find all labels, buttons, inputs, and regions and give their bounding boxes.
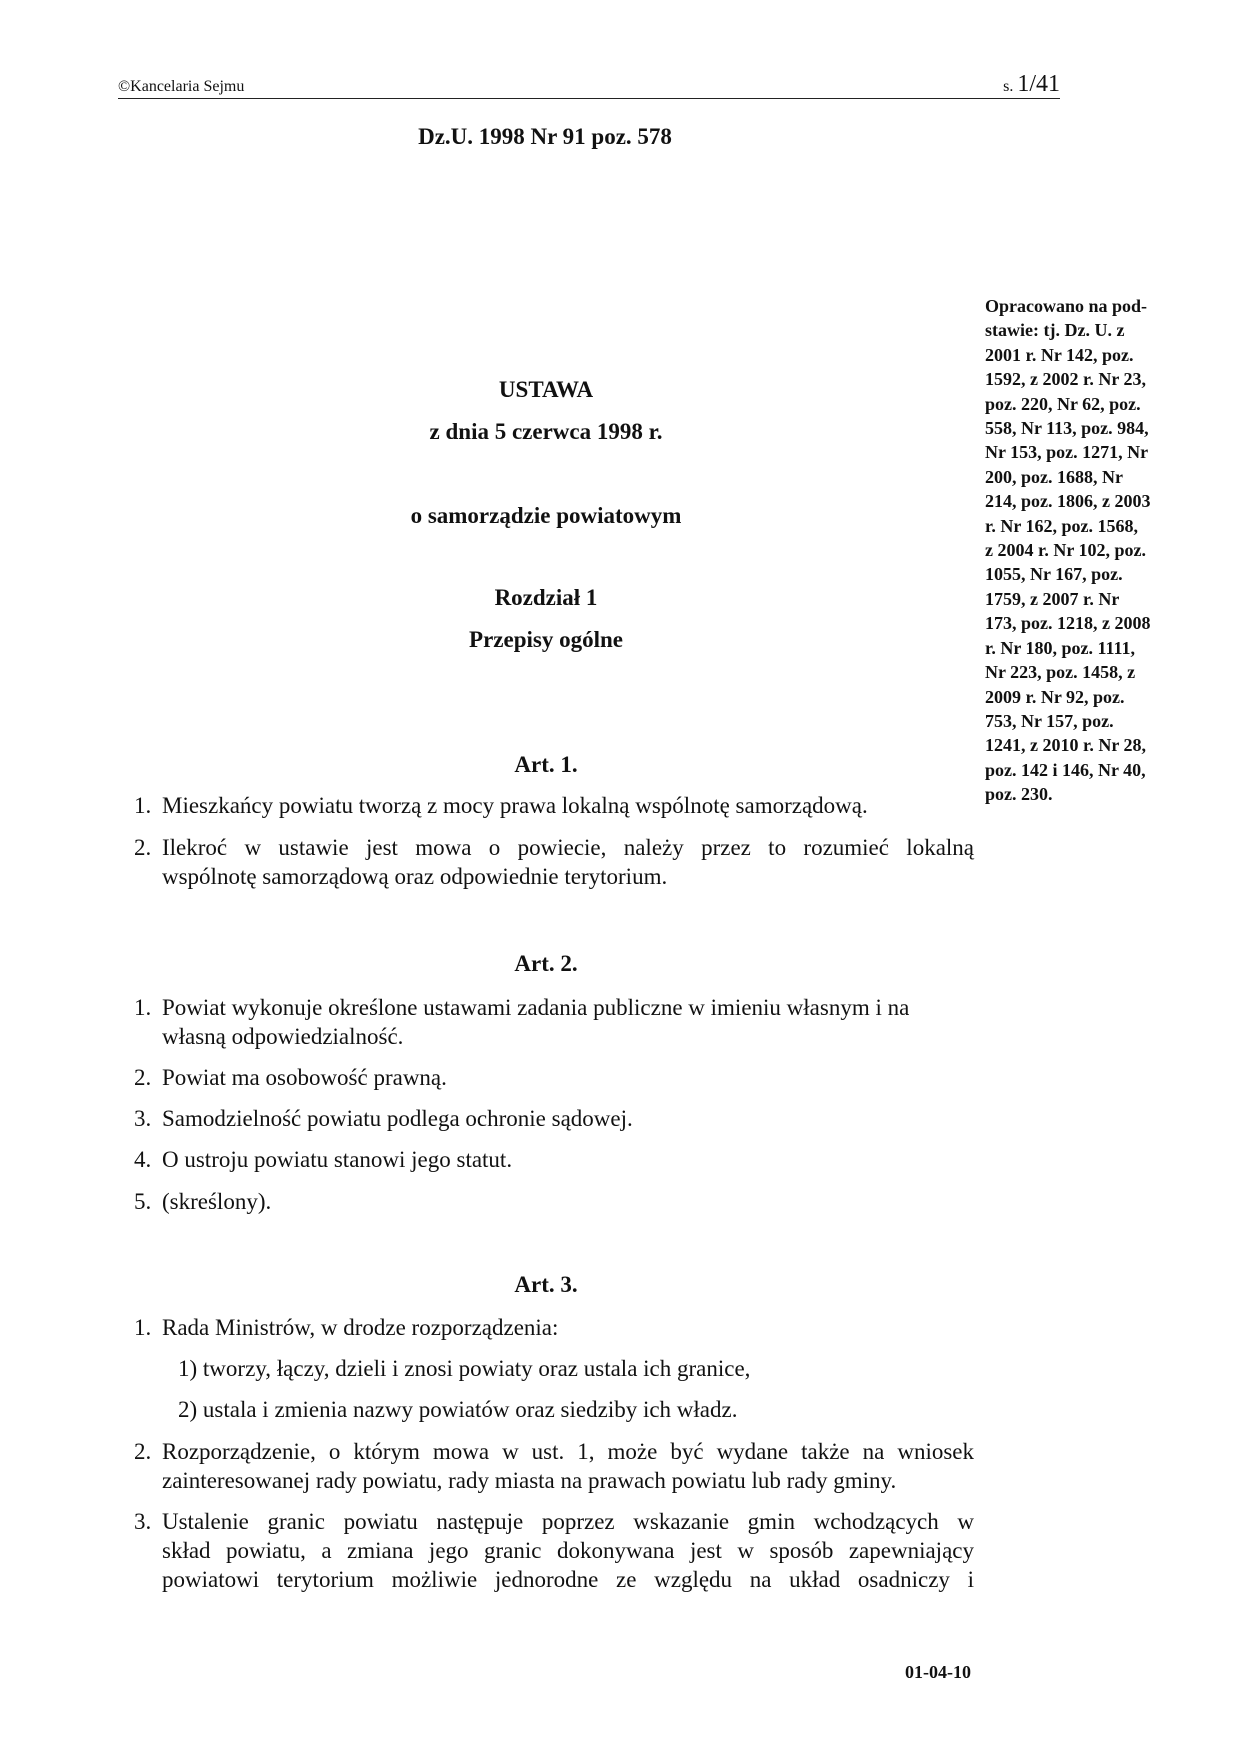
page-count: 1/41 <box>1017 71 1060 97</box>
paragraph-text: zainteresowanej rady powiatu, rady miasta na prawach powiatu lub rady gminy. <box>162 1468 897 1493</box>
paragraph-text: Rada Ministrów, w drodze rozporządzenia: <box>162 1315 559 1340</box>
chapter-title: Przepisy ogólne <box>469 627 623 652</box>
paragraph-text: Mieszkańcy powiatu tworzą z mocy prawa lokalną wspólnotę samorządową. <box>162 793 868 818</box>
paragraph <box>134 1313 974 1342</box>
paragraph-text: powiatowi terytorium możliwie jednorodne ze względu na układ osadniczy i <box>162 1567 974 1592</box>
paragraph-text: własną odpowiedzialność. <box>162 1024 404 1049</box>
sidenote-line: 753, Nr 157, poz. <box>985 710 1114 731</box>
paragraph <box>134 1145 974 1174</box>
paragraph-text: O ustroju powiatu stanowi jego statut. <box>162 1147 513 1172</box>
footer-date: 01-04-10 <box>905 1662 971 1682</box>
sidenote-line: poz. 142 i 146, Nr 40, <box>985 759 1146 780</box>
act-subject: o samorządzie powiatowym <box>410 503 682 528</box>
sidenote-line: 173, poz. 1218, z 2008 <box>985 613 1151 634</box>
paragraph <box>134 1104 974 1133</box>
paragraph-text: Ilekroć w ustawie jest mowa o powiecie, należy przez to rozumieć lokalną <box>162 835 974 860</box>
paragraph-number: 1. <box>134 995 152 1020</box>
subparagraph: 2) ustala i zmienia nazwy powiatów oraz siedziby ich władz. <box>178 1397 738 1422</box>
sidenote-line: Opracowano na pod- <box>985 296 1148 316</box>
sidenote-line: 1055, Nr 167, poz. <box>985 564 1123 585</box>
article-title: Art. 1. <box>514 752 578 777</box>
article-title: Art. 2. <box>514 951 578 976</box>
article-title: Art. 3. <box>514 1272 578 1297</box>
paragraph-number: 5. <box>134 1189 152 1214</box>
page-prefix: s. <box>1003 78 1014 95</box>
paragraph-text: Samodzielność powiatu podlega ochronie sądowej. <box>162 1106 633 1131</box>
subparagraph: 1) tworzy, łączy, dzieli i znosi powiaty oraz ustala ich granice, <box>178 1356 751 1381</box>
paragraph-number: 2. <box>134 1439 152 1464</box>
sidenote-line: 1592, z 2002 r. Nr 23, <box>985 369 1146 390</box>
sidenote-line: 2009 r. Nr 92, poz. <box>985 686 1125 707</box>
paragraph-text: Ustalenie granic powiatu następuje poprzez wskazanie gmin wchodzących w <box>162 1509 974 1534</box>
sidenote-line: 200, poz. 1688, Nr <box>985 466 1123 487</box>
paragraph-number: 2. <box>134 835 152 860</box>
paragraph <box>134 791 974 820</box>
sidenote-line: z 2004 r. Nr 102, poz. <box>985 540 1146 561</box>
sidenote-line: Nr 153, poz. 1271, Nr <box>985 442 1149 463</box>
page-number <box>1003 71 1060 98</box>
paragraph-number: 3. <box>134 1106 152 1131</box>
paragraph <box>134 1187 974 1216</box>
paragraph-number: 1. <box>134 1315 152 1340</box>
sidenote-line: stawie: tj. Dz. U. z <box>985 320 1125 341</box>
sidenote-line: 1241, z 2010 r. Nr 28, <box>985 735 1146 756</box>
paragraph <box>134 833 974 891</box>
sidenote <box>985 294 1185 807</box>
sidenote-line: r. Nr 180, poz. 1111, <box>985 637 1136 658</box>
paragraph-number: 4. <box>134 1147 152 1172</box>
sidenote-line: poz. 230. <box>985 784 1053 805</box>
paragraph-number: 2. <box>134 1065 152 1090</box>
act-date: z dnia 5 czerwca 1998 r. <box>429 419 663 444</box>
sidenote-line: 2001 r. Nr 142, poz. <box>985 344 1134 365</box>
paragraph <box>134 1507 974 1594</box>
paragraph-text: (skreślony). <box>162 1189 272 1214</box>
sidenote-line: r. Nr 162, poz. 1568, <box>985 515 1138 536</box>
paragraph <box>134 993 974 1051</box>
paragraph <box>134 1437 974 1495</box>
paragraph-text: wspólnotę samorządową oraz odpowiednie terytorium. <box>162 864 668 889</box>
sidenote-line: 1759, z 2007 r. Nr <box>985 588 1120 609</box>
paragraph <box>134 1063 974 1092</box>
paragraph-number: 3. <box>134 1509 152 1534</box>
sidenote-line: poz. 220, Nr 62, poz. <box>985 393 1141 414</box>
act-type: USTAWA <box>498 377 594 402</box>
paragraph-text: skład powiatu, a zmiana jego granic dokonywana jest w sposób zapewniający <box>162 1538 974 1563</box>
paragraph-text: Powiat wykonuje określone ustawami zadania publiczne w imieniu własnym i na <box>162 995 910 1020</box>
page-header <box>118 71 1060 99</box>
paragraph-text: Rozporządzenie, o którym mowa w ust. 1, może być wydane także na wniosek <box>162 1439 974 1464</box>
publisher-label: ©Kancelaria Sejmu <box>118 78 245 95</box>
journal-reference: Dz.U. 1998 Nr 91 poz. 578 <box>418 124 672 149</box>
chapter-number: Rozdział 1 <box>494 585 598 610</box>
paragraph-number: 1. <box>134 793 152 818</box>
sidenote-line: 558, Nr 113, poz. 984, <box>985 418 1149 439</box>
paragraph-text: Powiat ma osobowość prawną. <box>162 1065 447 1090</box>
sidenote-line: Nr 223, poz. 1458, z <box>985 662 1136 683</box>
sidenote-line: 214, poz. 1806, z 2003 <box>985 491 1151 512</box>
